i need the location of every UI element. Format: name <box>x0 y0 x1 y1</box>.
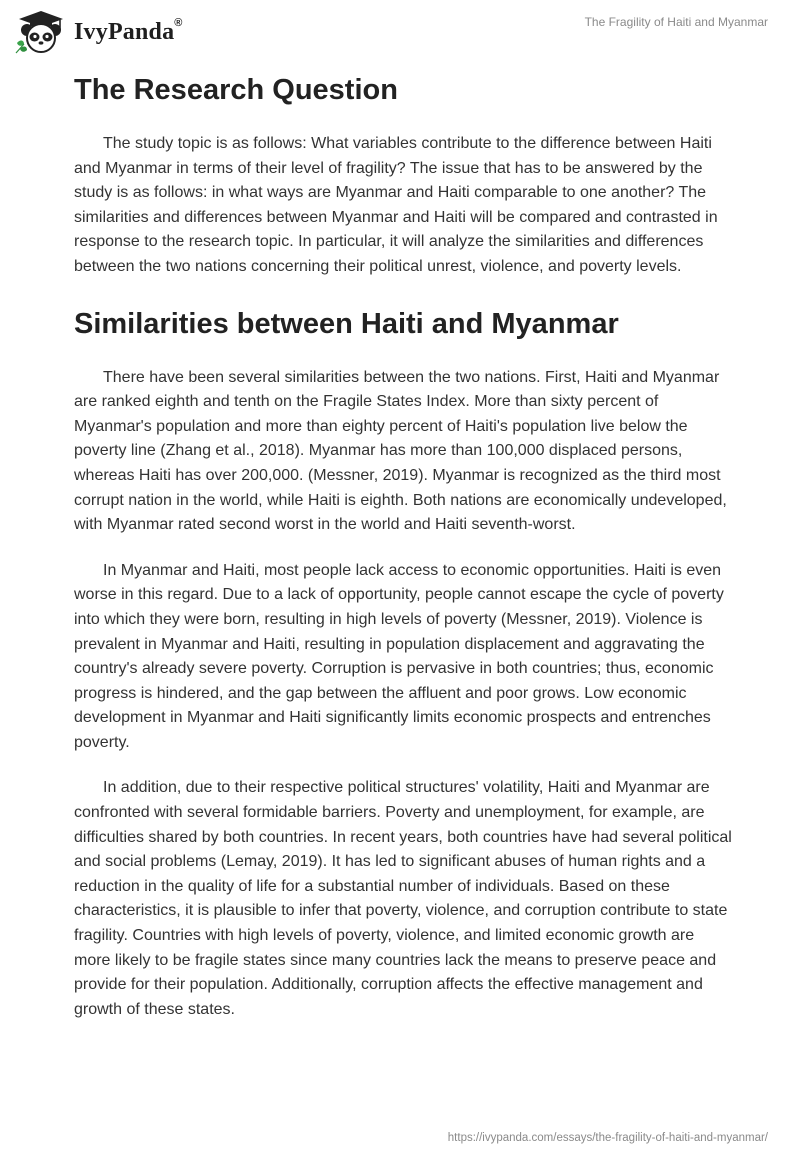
paragraph-research-question: The study topic is as follows: What variables contribute to the difference between Haiti and Myanmar in terms of their level of fragility? The issue that has to be answered by the study is as follows: in what ways are Myanmar and Haiti comparable to one another? The similarities and differences between Myanmar and Haiti will be compared and contrasted in response to the research topic. In particular, it will analyze the similarities and differences between the two nations concerning their political unrest, violence, and poverty levels. <box>74 135 718 275</box>
panda-graduation-icon <box>14 10 68 54</box>
paragraph-similarities-3: In addition, due to their respective political structures' volatility, Haiti and Myanmar are confronted with several formidable barriers. Poverty and unemployment, for example, are difficulties shared by both countries. In recent years, both countries have had several political and social problems (Lemay, 2019). It has led to significant abuses of human rights and a reduction in the quality of life for a substantial number of individuals. Based on these characteristics, it is plausible to infer that poverty, violence, and corruption contribute to state fragility. Countries with high levels of poverty, violence, and limited economic growth are more likely to be fragile states since many countries lack the means to preserve peace and provide for their population. Additionally, corruption affects the effective management and growth of these states. <box>74 779 732 1018</box>
registered-mark: ® <box>174 16 183 29</box>
source-url-link[interactable]: https://ivypanda.com/essays/the-fragility-of-haiti-and-myanmar/ <box>447 1132 768 1144</box>
essay-content <box>74 70 734 1022</box>
section-heading-research-question: The Research Question <box>74 74 398 106</box>
section-heading-similarities: Similarities between Haiti and Myanmar <box>74 307 619 340</box>
document-title: The Fragility of Haiti and Myanmar <box>584 15 768 29</box>
page-header <box>0 0 800 70</box>
logo-text: IvyPanda <box>74 18 175 45</box>
logo-wordmark <box>74 16 183 46</box>
paragraph-similarities-1: There have been several similarities between the two nations. First, Haiti and Myanmar are ranked eighth and tenth on the Fragile States Index. More than sixty percent of Myanmar's population and more than eighty percent of Haiti's population live below the poverty line (Zhang et al., 2018). Myanmar has more than 100,000 displaced persons, whereas Haiti has over 200,000. (Messner, 2019). Myanmar is recognized as the third most corrupt nation in the world, while Haiti is eighth. Both nations are economically undeveloped, with Myanmar rated second worst in the world and Haiti seventh-worst. <box>74 368 727 534</box>
ivypanda-logo[interactable] <box>14 10 183 54</box>
paragraph-similarities-2: In Myanmar and Haiti, most people lack access to economic opportunities. Haiti is even worse in this regard. Due to a lack of opportunity, people cannot escape the cycle of poverty into which they were born, resulting in high levels of poverty (Messner, 2019). Violence is prevalent in Myanmar and Haiti, resulting in population displacement and aggravating the country's already severe poverty. Corruption is pervasive in both countries; thus, economic progress is hindered, and the gap between the affluent and poor grows. Low economic development in Myanmar and Haiti significantly limits economic prospects and entrenches poverty. <box>74 561 724 751</box>
